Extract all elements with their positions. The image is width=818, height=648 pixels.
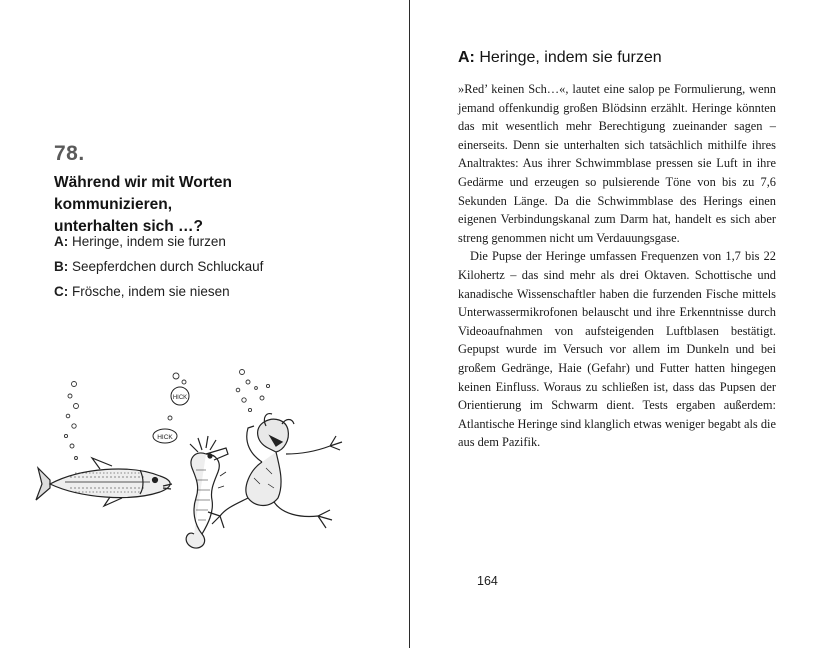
option-text: Heringe, indem sie furzen [72, 234, 226, 249]
paragraph-2: Die Pupse der Heringe umfassen Frequenzen von 1,7 bis 22 Kilohertz – das sind mehr als drei Oktaven. Schottische und kanadische Wissenschaftler haben die furzenden Fische mittels Unterwassermikrofonen belauscht und ihre Erkenntnisse durch Videoaufnahmen von aufsteigenden Luftblasen bestätigt. Gepupst wurde im Versuch vor allem im Dunkeln und bei großem Gedränge, Haie (Gefahr) und Futter hatten hingegen keinen Einfluss. Woraus zu schließen ist, dass das Pupsen der Orientierung im Schwarm dient. Tests ergaben außerdem: Atlantische Heringe sind klanglich etwas weniger begabt als die aus dem Pazifik. [458, 249, 776, 450]
bubbles-frog [236, 370, 269, 412]
answer-body [458, 80, 776, 452]
hick-text-upper: HICK [172, 395, 188, 401]
option-text: Frösche, indem sie niesen [72, 284, 230, 299]
option-c [54, 284, 230, 299]
question-number: 78. [54, 142, 85, 165]
answer-letter: A: [458, 49, 475, 66]
option-letter: C: [54, 284, 69, 299]
paragraph-1: »Red’ keinen Sch…«, lautet eine salop pe Formulierung, wenn jemand offenkundig großen Blödsinn erzählt. Heringe könnten das mit wesentlich mehr Berechtigung zueinander sagen – einerseits. Denn sie unterhalten sich tatsächlich mithilfe ihres Analtraktes: Aus ihrer Schwimmblase pressen sie Luft in ihre Gedärme und erzeugen so pulsierende Töne von bis zu 7,6 Sekunden Länge. Da die Schwimmblase des Herings einen eigenen Verbindungskanal zum Darm hat, handelt es sich aber streng genommen nicht um Verdauungsgase. [458, 82, 776, 245]
answer-heading [458, 49, 662, 67]
option-letter: A: [54, 234, 69, 249]
answer-text: Heringe, indem sie furzen [479, 49, 662, 66]
question-line-1: Während wir mit Worten kommunizieren, [54, 174, 232, 213]
hiccup-bubble-upper [168, 373, 189, 420]
hick-text-lower: HICK [157, 434, 173, 441]
right-page [410, 0, 818, 648]
option-letter: B: [54, 259, 69, 274]
herring-fish-drawing [36, 458, 172, 506]
question-text [54, 172, 354, 238]
seahorse-drawing [186, 436, 228, 548]
option-b [54, 259, 263, 274]
hiccup-bubble-seahorse [153, 429, 177, 443]
page-number: 164 [477, 574, 498, 588]
bubbles-fish [64, 382, 78, 460]
question-line-2: unterhalten sich …? [54, 218, 203, 235]
option-text: Seepferdchen durch Schluckauf [72, 259, 264, 274]
illustration [30, 358, 390, 568]
option-a [54, 234, 226, 249]
frog-drawing [208, 414, 342, 528]
